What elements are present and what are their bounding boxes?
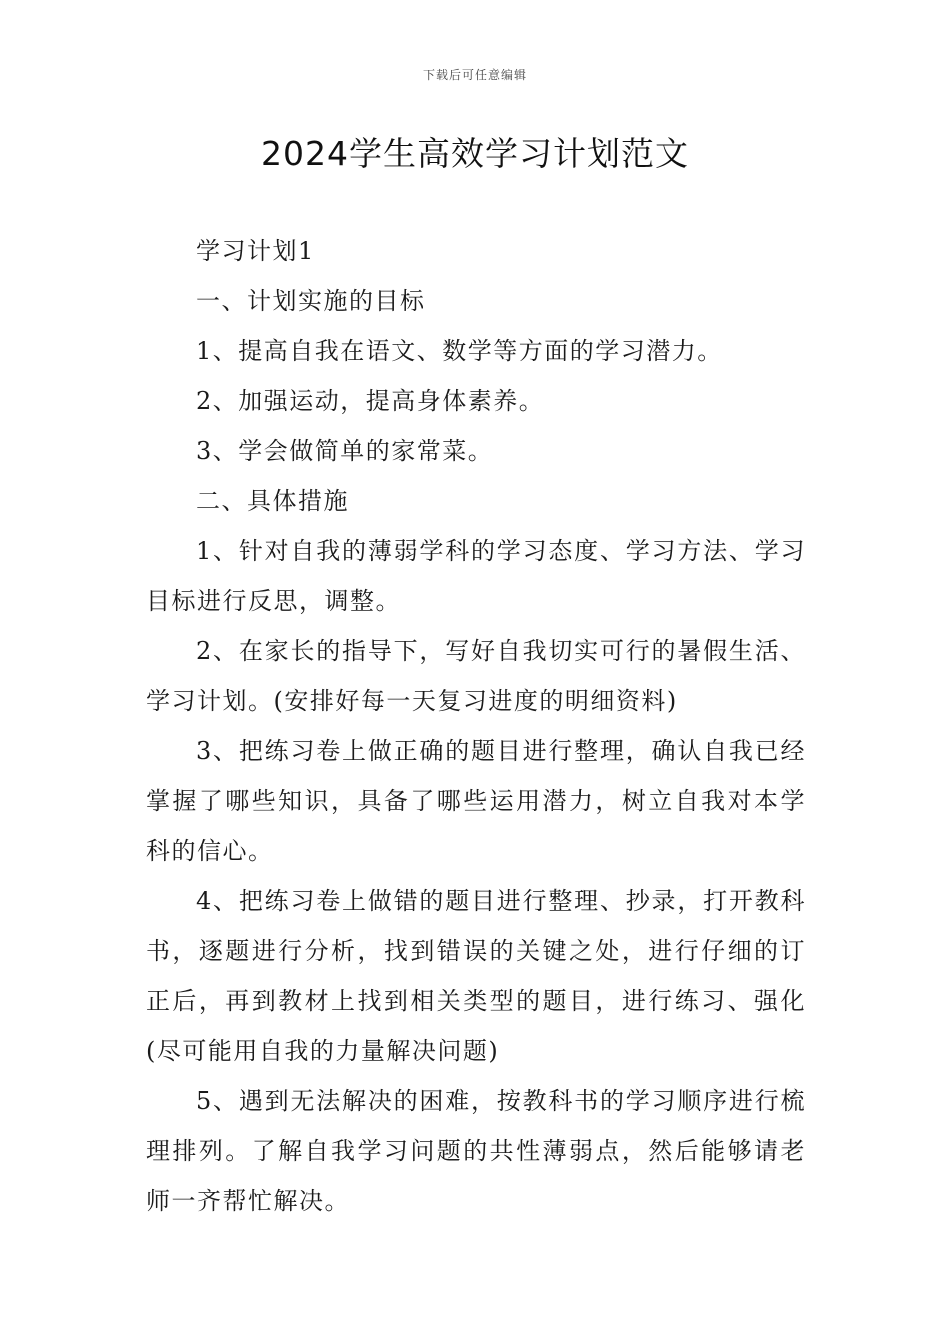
document-title: 2024学生高效学习计划范文 (261, 134, 689, 173)
document-body (146, 226, 806, 1226)
paragraph-section-measures: 二、具体措施 (196, 487, 349, 515)
paragraph-goal-2: 2、加强运动，提高身体素养。 (196, 387, 545, 415)
paragraph-measure-2: 2、在家长的指导下，写好自我切实可行的暑假生活、学习计划。(安排好每一天复习进度的明细资料) (146, 637, 806, 715)
header-note: 下载后可任意编辑 (422, 68, 527, 82)
paragraph-measure-4: 4、把练习卷上做错的题目进行整理、抄录，打开教科书，逐题进行分析，找到错误的关键之处，进行仔细的订正后，再到教材上找到相关类型的题目，进行练习、强化(尽可能用自我的力量解决问题) (146, 887, 806, 1065)
paragraph-measure-5: 5、遇到无法解决的困难，按教科书的学习顺序进行梳理排列。了解自我学习问题的共性薄弱点，然后能够请老师一齐帮忙解决。 (146, 1087, 806, 1215)
paragraph-plan-heading: 学习计划1 (196, 237, 315, 265)
paragraph-goal-3: 3、学会做简单的家常菜。 (196, 437, 494, 465)
paragraph-section-goals: 一、计划实施的目标 (196, 287, 426, 315)
paragraph-measure-1: 1、针对自我的薄弱学科的学习态度、学习方法、学习目标进行反思，调整。 (146, 537, 806, 615)
paragraph-goal-1: 1、提高自我在语文、数学等方面的学习潜力。 (196, 337, 723, 365)
paragraph-measure-3: 3、把练习卷上做正确的题目进行整理，确认自我已经掌握了哪些知识，具备了哪些运用潜力，树立自我对本学科的信心。 (146, 737, 806, 865)
